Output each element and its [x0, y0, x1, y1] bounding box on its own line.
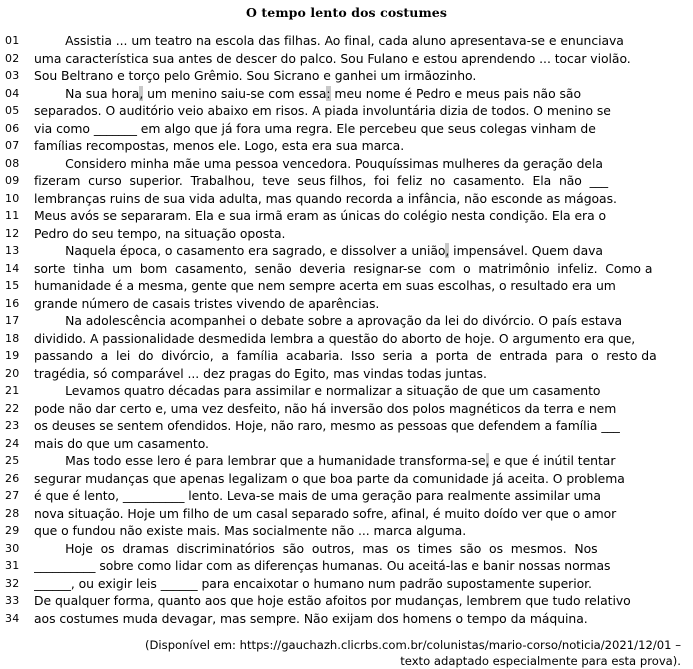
- line-text: pode não dar certo e, uma vez desfeito, não há inversão dos polos magnéticos da terra e nem: [34, 400, 617, 416]
- line-text: Considero minha mãe uma pessoa vencedora. Pouquíssimas mulheres da geração dela: [34, 155, 603, 171]
- text-line-row: [0, 435, 693, 453]
- line-text: separados. O auditório veio abaixo em risos. A piada involuntária dizia de todos. O menino se: [34, 103, 611, 118]
- line-text: os deuses se sentem ofendidos. Hoje, não raro, mesmo as pessoas que defendem a família ___: [34, 418, 620, 433]
- text-line-row: [0, 592, 693, 610]
- line-text: Naquela época, o casamento era sagrado, e dissolver a união, impensável. Quem dava: [34, 243, 603, 258]
- line-text: sorte tinha um bom casamento, senão deveria resignar-se com o matrimônio infeliz. Como a: [34, 260, 653, 276]
- text-line-row: [0, 312, 693, 330]
- line-number: 29: [5, 524, 20, 537]
- line-text: Hoje os dramas discriminatórios são outros, mas os times são os mesmos. Nos: [34, 540, 598, 556]
- line-number: 21: [5, 384, 20, 397]
- text-line-row: [0, 260, 693, 278]
- text-line-row: [0, 225, 693, 243]
- line-text: dividido. A passionalidade desmedida lembra a questão do aborto de hoje. O argumento era que,: [34, 330, 636, 346]
- line-text: aos costumes muda devagar, mas sempre. Não exijam dos homens o tempo da máquina.: [34, 610, 588, 626]
- text-line-row: [0, 610, 693, 628]
- line-number: 28: [5, 506, 20, 520]
- line-number: 02: [5, 51, 20, 65]
- line-text: ______, ou exigir leis ______ para encaixotar o humano num padrão supostamente superior.: [34, 575, 592, 591]
- line-text: Meus avós se separaram. Ela e sua irmã eram as únicas do colégio nesta condição. Ela era o: [34, 208, 607, 223]
- line-number: 08: [5, 156, 20, 170]
- text-line-row: [0, 277, 693, 295]
- line-number: 34: [5, 611, 20, 625]
- line-text: Levamos quatro décadas para assimilar e normalizar a situação de que um casamento: [34, 383, 601, 398]
- line-number: 20: [5, 366, 20, 380]
- source-line-1: (Disponível em: https://gauchazh.clicrbs.com.br/colunistas/mario-corso/noticia/2021/12/01 –: [144, 638, 681, 652]
- line-text: segurar mudanças que apenas legalizam o que boa parte da comunidade já aceita. O problema: [34, 470, 625, 486]
- line-number: 15: [5, 279, 20, 292]
- text-line-row: [0, 102, 693, 120]
- text-line-row: [0, 207, 693, 225]
- text-line-row: [0, 172, 693, 190]
- document-page: [0, 5, 693, 668]
- line-number: 32: [5, 576, 20, 590]
- line-number: 16: [5, 296, 20, 310]
- line-text: Mas todo esse lero é para lembrar que a humanidade transforma-se, e que é inútil tentar: [34, 453, 616, 468]
- line-text: Na sua hora, um menino saiu-se com essa: meu nome é Pedro e meus pais não são: [34, 85, 581, 101]
- line-number: 22: [5, 401, 20, 415]
- text-line-row: [0, 242, 693, 260]
- line-number: 07: [5, 139, 20, 152]
- line-text: nova situação. Hoje um filho de um casal separado sofre, afinal, é muito doído ver que o amor: [34, 505, 617, 521]
- text-line-row: [0, 487, 693, 505]
- line-number: 18: [5, 331, 20, 345]
- line-number: 25: [5, 454, 20, 467]
- line-text: fizeram curso superior. Trabalhou, teve seus filhos, foi feliz no casamento. Ela não ___: [34, 173, 609, 188]
- line-text: Na adolescência acompanhei o debate sobre a aprovação da lei do divórcio. O país estava: [34, 313, 623, 328]
- line-text: De qualquer forma, quanto aos que hoje estão afoitos por mudanças, lembrem que tudo relativo: [34, 593, 631, 608]
- line-number: 31: [5, 559, 20, 572]
- line-number: 06: [5, 121, 20, 135]
- line-text: que o fundou não existe mais. Mas socialmente não ... marca alguma.: [34, 523, 467, 538]
- text-line-row: [0, 85, 693, 103]
- line-text: mais do que um casamento.: [34, 435, 209, 451]
- text-line-row: [0, 155, 693, 173]
- text-line-row: [0, 120, 693, 138]
- line-text: __________ sobre como lidar com as diferenças humanas. Ou aceitá-las e banir nossas normas: [34, 558, 611, 573]
- text-line-row: [0, 67, 693, 85]
- text-body: [0, 32, 693, 627]
- line-number: 14: [5, 261, 20, 275]
- line-number: 09: [5, 174, 20, 187]
- text-line-row: [0, 522, 693, 540]
- text-line-row: [0, 50, 693, 68]
- line-number: 04: [5, 86, 20, 100]
- text-line-row: [0, 557, 693, 575]
- line-number: 19: [5, 349, 20, 362]
- source-attribution: [0, 637, 693, 669]
- line-text: Assistia ... um teatro na escola das filhas. Ao final, cada aluno apresentava-se e enunciava: [34, 33, 624, 48]
- line-number: 12: [5, 226, 20, 240]
- text-line-row: [0, 417, 693, 435]
- text-line-row: [0, 295, 693, 313]
- text-line-row: [0, 470, 693, 488]
- text-line-row: [0, 137, 693, 155]
- highlighted-punctuation: ,: [139, 85, 144, 101]
- line-number: 17: [5, 314, 20, 327]
- text-line-row: [0, 32, 693, 50]
- line-number: 05: [5, 104, 20, 117]
- text-line-row: [0, 330, 693, 348]
- text-line-row: [0, 347, 693, 365]
- line-text: Sou Beltrano e torço pelo Grêmio. Sou Sicrano e ganhei um irmãozinho.: [34, 68, 477, 83]
- text-line-row: [0, 505, 693, 523]
- source-line-2: texto adaptado especialmente para esta prova).: [400, 654, 681, 668]
- line-number: 33: [5, 594, 20, 607]
- text-line-row: [0, 540, 693, 558]
- line-text: uma característica sua antes de descer do palco. Sou Fulano e estou aprendendo ... tocar violão.: [34, 50, 631, 66]
- text-line-row: [0, 382, 693, 400]
- line-number: 13: [5, 244, 20, 257]
- line-text: lembranças ruins de sua vida adulta, mas quando recorda a infância, não esconde as mágoas.: [34, 190, 617, 206]
- line-text: grande número de casais tristes vivendo de aparências.: [34, 295, 380, 311]
- highlighted-punctuation: ,: [445, 243, 450, 258]
- line-text: passando a lei do divórcio, a família acabaria. Isso seria a porta de entrada para o resto da: [34, 348, 657, 363]
- line-text: via como _______ em algo que já fora uma regra. Ele percebeu que seus colegas vinham de: [34, 120, 596, 136]
- line-text: é que é lento, __________ lento. Leva-se mais de uma geração para realmente assimilar uma: [34, 488, 601, 503]
- line-number: 24: [5, 436, 20, 450]
- line-number: 27: [5, 489, 20, 502]
- line-number: 03: [5, 69, 20, 82]
- line-text: humanidade é a mesma, gente que nem sempre acerta em suas escolhas, o resultado era um: [34, 278, 616, 293]
- text-line-row: [0, 190, 693, 208]
- line-number: 10: [5, 191, 20, 205]
- line-text: Pedro do seu tempo, na situação oposta.: [34, 225, 286, 241]
- line-text: famílias recompostas, menos ele. Logo, esta era sua marca.: [34, 138, 405, 153]
- page-title: O tempo lento dos costumes: [245, 5, 447, 20]
- text-line-row: [0, 452, 693, 470]
- line-text: tragédia, só comparável ... dez pragas do Egito, mas vindas todas juntas.: [34, 365, 487, 381]
- line-number: 30: [5, 541, 20, 555]
- text-line-row: [0, 365, 693, 383]
- text-line-row: [0, 400, 693, 418]
- line-number: 26: [5, 471, 20, 485]
- line-number: 01: [5, 34, 20, 47]
- text-line-row: [0, 575, 693, 593]
- line-number: 23: [5, 419, 20, 432]
- highlighted-punctuation: ,: [485, 453, 490, 468]
- highlighted-punctuation: :: [326, 85, 331, 101]
- line-number: 11: [5, 209, 20, 222]
